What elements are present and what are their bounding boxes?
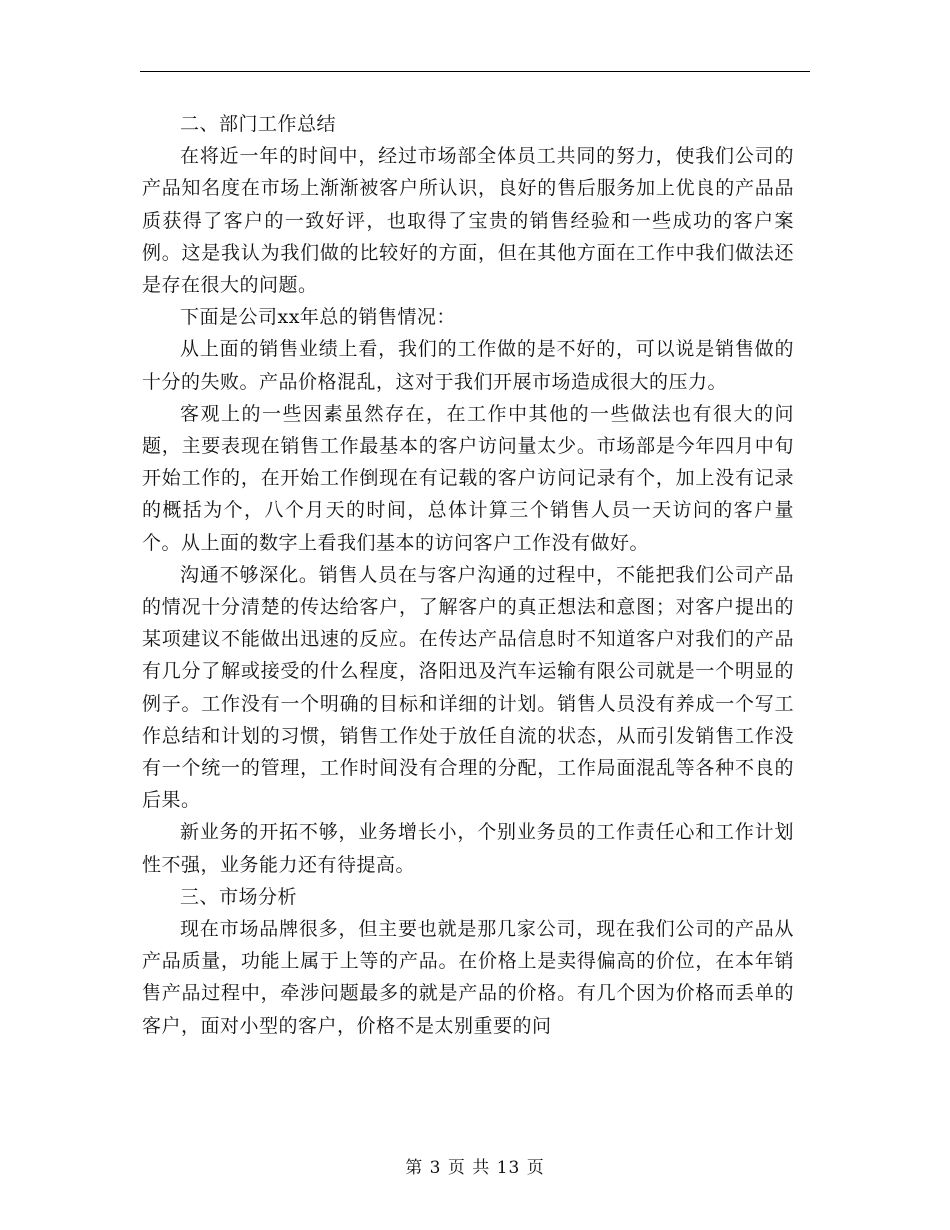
paragraph-achievements: 在将近一年的时间中，经过市场部全体员工共同的努力，使我们公司的产品知名度在市场上渐渐被客户所认识，良好的售后服务加上优良的产品品质获得了客户的一致好评，也取得了宝贵的销售经验和一些成功的客户案例。这是我认为我们做的比较好的方面，但在其他方面在工作中我们做法还是存在很大的问题。 (142, 145, 794, 297)
paragraph-customer-visits: 客观上的一些因素虽然存在，在工作中其他的一些做法也有很大的问题，主要表现在销售工作最基本的客户访问量太少。市场部是今年四月中旬开始工作的，在开始工作倒现在有记载的客户访问记录有个，加上没有记录的概括为个，八个月天的时间，总体计算三个销售人员一天访问的客户量个。从上面的数字上看我们基本的访问客户工作没有做好。 (142, 402, 794, 554)
page-number: 第 3 页 共 13 页 (405, 1158, 545, 1178)
section-heading-department-summary: 二、部门工作总结 (180, 113, 337, 135)
paragraph-market: 现在市场品牌很多，但主要也就是那几家公司，现在我们公司的产品从产品质量，功能上属于上等的产品。在价格上是卖得偏高的价位，在本年销售产品过程中，牵涉问题最多的就是产品的价格。有几个因为价格而丢单的客户，面对小型的客户，价格不是太别重要的问 (142, 918, 794, 1037)
document-body (142, 108, 794, 1042)
section-heading-market-analysis: 三、市场分析 (180, 885, 298, 908)
header-rule (140, 71, 810, 72)
paragraph-sales-performance: 从上面的销售业绩上看，我们的工作做的是不好的，可以说是销售做的十分的失败。产品价格混乱，这对于我们开展市场造成很大的压力。 (142, 338, 794, 393)
paragraph-new-business: 新业务的开拓不够，业务增长小，个别业务员的工作责任心和工作计划性不强，业务能力还有待提高。 (142, 821, 794, 876)
paragraph-communication: 沟通不够深化。销售人员在与客户沟通的过程中，不能把我们公司产品的情况十分清楚的传达给客户，了解客户的真正想法和意图；对客户提出的某项建议不能做出迅速的反应。在传达产品信息时不知道客户对我们的产品有几分了解或接受的什么程度，洛阳迅及汽车运输有限公司就是一个明显的例子。工作没有一个明确的目标和详细的计划。销售人员没有养成一个写工作总结和计划的习惯，销售工作处于放任自流的状态，从而引发销售工作没有一个统一的管理，工作时间没有合理的分配，工作局面混乱等各种不良的后果。 (142, 563, 794, 812)
paragraph-sales-intro: 下面是公司xx年总的销售情况： (180, 306, 456, 329)
